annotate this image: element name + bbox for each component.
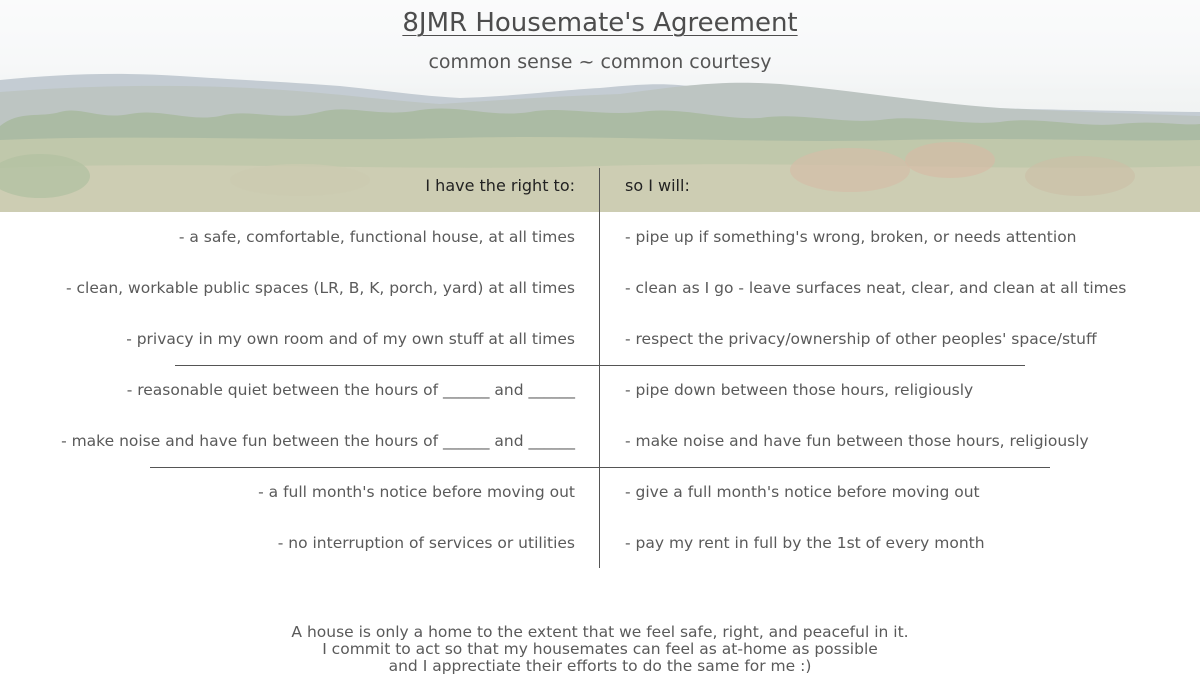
closing-line-3: and I apprectiate their efforts to do the same for me :) <box>388 657 812 675</box>
duty-item-clean-as-i-go: - clean as I go - leave surfaces neat, clear, and clean at all times <box>625 279 1127 297</box>
closing-line-2: I commit to act so that my housemates can feel as at-home as possible <box>322 640 878 658</box>
column-heading-duties: so I will: <box>625 176 690 195</box>
column-heading-rights: I have the right to: <box>425 176 575 195</box>
right-item-quiet-hours: - reasonable quiet between the hours of ______ and ______ <box>126 381 575 399</box>
column-divider <box>599 168 600 568</box>
page-title: 8JMR Housemate's Agreement <box>402 8 798 38</box>
duty-item-pay-rent: - pay my rent in full by the 1st of every month <box>625 534 985 552</box>
page-subtitle: common sense ~ common courtesy <box>428 51 772 73</box>
duty-item-pipe-up: - pipe up if something's wrong, broken, or needs attention <box>625 228 1077 246</box>
section-rule-2 <box>150 467 1050 468</box>
closing-line-1: A house is only a home to the extent that we feel safe, right, and peaceful in it. <box>291 623 909 641</box>
duty-item-pipe-down: - pipe down between those hours, religiously <box>625 381 974 399</box>
right-item-public-spaces: - clean, workable public spaces (LR, B, K, porch, yard) at all times <box>65 279 575 297</box>
closing-statement <box>0 624 1200 675</box>
right-item-notice: - a full month's notice before moving out <box>258 483 575 501</box>
right-item-safe-house: - a safe, comfortable, functional house, at all times <box>178 228 575 246</box>
right-item-privacy: - privacy in my own room and of my own stuff at all times <box>126 330 575 348</box>
duty-item-respect-privacy: - respect the privacy/ownership of other peoples' space/stuff <box>625 330 1097 348</box>
duty-item-make-noise: - make noise and have fun between those hours, religiously <box>625 432 1089 450</box>
duty-item-give-notice: - give a full month's notice before moving out <box>625 483 980 501</box>
section-rule-1 <box>175 365 1025 366</box>
right-item-noise-hours: - make noise and have fun between the hours of ______ and ______ <box>61 432 575 450</box>
right-item-services: - no interruption of services or utilities <box>277 534 575 552</box>
